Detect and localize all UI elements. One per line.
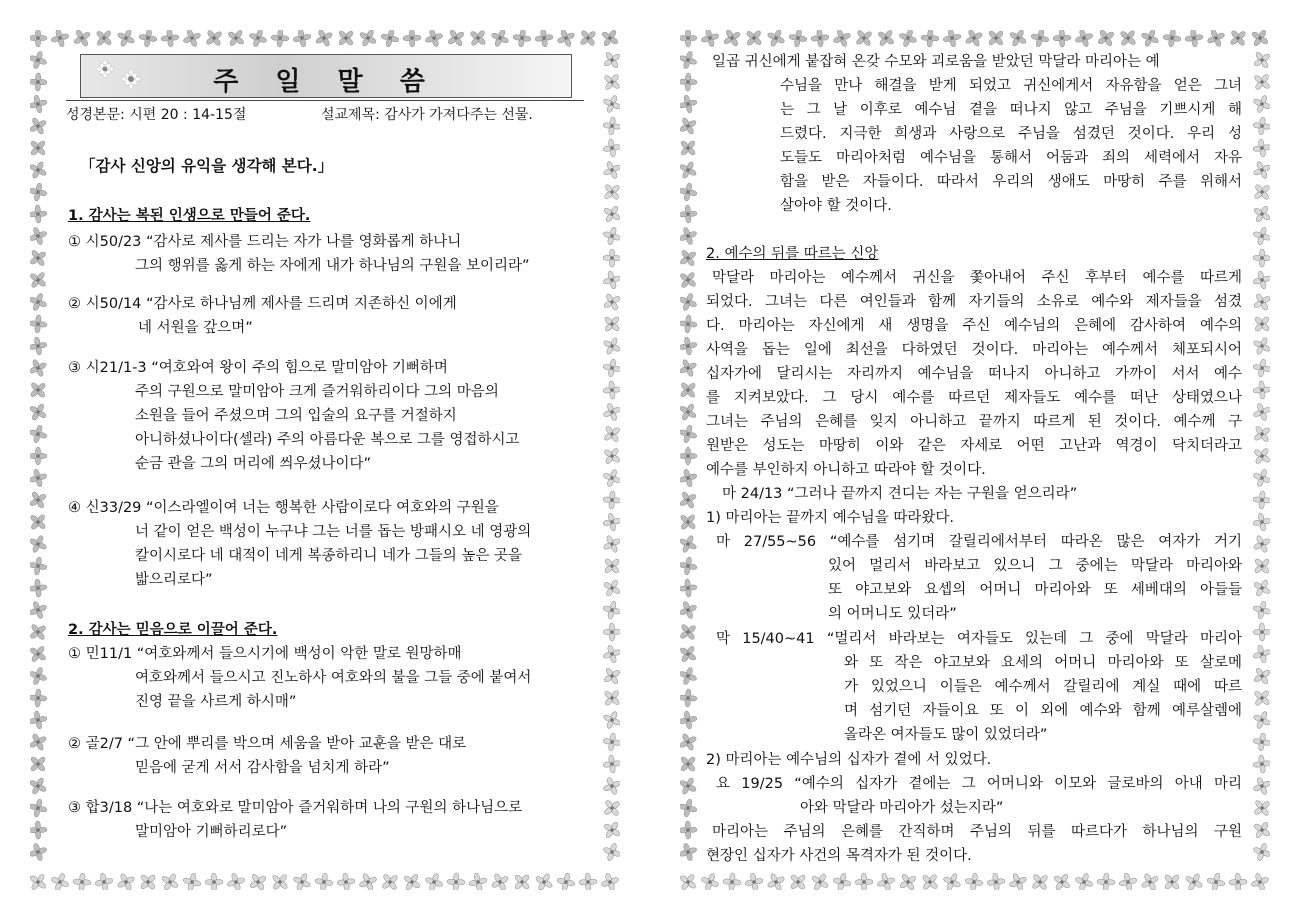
paragraph-line: 사역을 돕는 일에 최선을 다하였던 것이다. 마리아는 예수께서 체포되시어 — [706, 342, 1242, 358]
verse-line: 칼이시로다 네 대적이 네게 복종하리니 네가 그들의 높은 곳을 — [135, 548, 523, 564]
verse-line: ③ 시21/1-3 “여호와여 왕이 주의 힘으로 말미암아 기뻐하며 — [68, 360, 448, 376]
verse-line: 아니하셨나이다(셀라) 주의 아름다운 복으로 그를 영접하시고 — [135, 432, 520, 448]
verse-line: 마 24/13 “그러나 끝까지 견디는 자는 구원을 얻으리라” — [722, 486, 1078, 502]
paragraph-line: 드렸다. 지극한 희생과 사랑으로 주님을 섬겼던 것이다. 우리 성 — [780, 126, 1242, 142]
verse-line: 의 어머니도 있더라” — [828, 606, 957, 622]
verse-line: 그의 행위를 옳게 하는 자에게 내가 하나님의 구원을 보이리라” — [135, 258, 530, 274]
paragraph-line: 살아야 할 것이다. — [780, 198, 892, 214]
paragraph-line: 막달라 마리아는 예수께서 귀신을 쫓아내어 주신 후부터 예수를 따르게 — [712, 270, 1242, 286]
sermon-title: 설교제목: 감사가 가져다주는 선물. — [321, 107, 533, 123]
verse-line: 마 27/55~56 “예수를 섬기며 갈릴리에서부터 따라온 많은 여자가 거기 — [716, 534, 1242, 550]
paragraph-line: 일곱 귀신에게 붙잡혀 온갖 수모와 괴로움을 받았던 막달라 마리아는 예 — [712, 54, 1160, 70]
paragraph-line: 예수를 부인하지 아니하고 따라야 할 것이다. — [706, 462, 986, 478]
verse-line: 또 야고보와 요셉의 어머니 마리아와 또 세베대의 아들들 — [828, 582, 1242, 598]
point-heading: 2) 마리아는 예수님의 십자가 곁에 서 있었다. — [706, 752, 992, 768]
divider — [66, 100, 584, 101]
section-heading: 1. 감사는 복된 인생으로 만들어 준다. — [68, 208, 311, 224]
verse-line: ② 골2/7 “그 안에 뿌리를 박으며 세움을 받아 교훈을 받은 대로 — [68, 736, 467, 752]
verse-line: 순금 관을 그의 머리에 씌우셨나이다” — [135, 456, 372, 472]
paragraph-line: 는 그 날 이후로 예수님 곁을 떠나지 않고 주님을 기쁘시게 해 — [780, 102, 1242, 118]
paragraph-line: 다. 마리아는 자신에게 새 생명을 주신 예수님의 은혜에 감사하여 예수의 — [706, 318, 1242, 334]
verse-line: 소원을 들어 주셨으며 그의 입술의 요구를 거절하지 — [135, 408, 457, 424]
paragraph-line: 되었다. 그녀는 다른 여인들과 함께 자기들의 소유로 예수와 제자들을 섬겼 — [706, 294, 1242, 310]
verse-line: ④ 신33/29 “이스라엘이여 너는 행복한 사람이로다 여호와의 구원을 — [68, 500, 499, 516]
section-heading: 2. 감사는 믿음으로 이끌어 준다. — [68, 622, 278, 638]
point-heading: 1) 마리아는 끝까지 예수님을 따라왔다. — [706, 510, 955, 526]
verse-line: 주의 구원으로 말미암아 크게 즐거워하리이다 그의 마음의 — [135, 384, 499, 400]
verse-line: 진영 끝을 사르게 하시매” — [135, 694, 297, 710]
verse-line: ① 민11/1 “여호와께서 들으시기에 백성이 악한 말로 원망하매 — [68, 646, 462, 662]
paragraph-line: 현장인 십자가 사건의 목격자가 된 것이다. — [706, 848, 972, 864]
verse-line: 요 19/25 “예수의 십자가 곁에는 그 어머니와 이모와 글로바의 아내 마리 — [716, 776, 1242, 792]
verse-line: ③ 합3/18 “나는 여호와로 말미암아 즐거워하며 나의 구원의 하나님으로 — [68, 800, 523, 816]
paragraph-line: 원받은 성도는 마땅히 이와 같은 자세로 어떤 고난과 역경이 닥치더라고 — [706, 438, 1242, 454]
right-page — [680, 30, 1270, 890]
verse-line: 막 15/40~41 “멀리서 바라보는 여자들도 있는데 그 중에 막달라 마리아 — [716, 631, 1242, 647]
theme: 「감사 신앙의 유익을 생각해 본다.」 — [80, 157, 334, 175]
verse-line: ① 시50/23 “감사로 제사를 드리는 자가 나를 영화롭게 하나니 — [68, 234, 462, 250]
section-heading: 2. 예수의 뒤를 따르는 신앙 — [706, 246, 879, 262]
title-banner — [80, 54, 572, 98]
verse-line: 있어 멀리서 바라보고 있으니 그 중에는 막달라 마리아와 — [828, 558, 1242, 574]
paragraph-line: 그녀는 주님의 은혜를 잊지 아니하고 끝까지 따르게 된 것이다. 예수께 구 — [706, 414, 1242, 430]
verse-line: 네 서원을 갚으며” — [138, 320, 253, 336]
paragraph-line: 를 지켜보았다. 그 당시 예수를 따르던 제자들도 예수를 떠난 상태였으나 — [706, 390, 1242, 406]
paragraph-line: 마리아는 주님의 은혜를 간직하며 주님의 뒤를 따르다가 하나님의 구원 — [712, 824, 1242, 840]
verse-line: 너 같이 얻은 백성이 누구냐 그는 너를 돕는 방패시오 네 영광의 — [135, 524, 532, 540]
scripture-reference: 성경본문: 시편 20 : 14-15절 — [66, 107, 247, 123]
sermon-header — [66, 104, 584, 124]
verse-line: 아와 막달라 마리아가 섰는지라” — [800, 800, 1004, 816]
paragraph-line: 십자가에 달리시는 자리까지 예수님을 떠나지 아니하고 가까이 서서 예수 — [706, 366, 1242, 382]
paragraph-line: 도들도 마리아처럼 예수님을 통해서 어둠과 죄의 세력에서 자유 — [780, 150, 1242, 166]
paragraph-line: 함을 받은 자들이다. 따라서 우리의 생애도 마땅히 주를 위해서 — [780, 174, 1242, 190]
paragraph-line: 수님을 만나 해결을 받게 되었고 귀신에게서 자유함을 얻은 그녀 — [780, 78, 1242, 94]
verse-line: 말미암아 기뻐하리로다” — [135, 824, 288, 840]
verse-line: 밟으리로다” — [135, 572, 213, 588]
verse-line: 며 섬기던 자들이요 또 이 외에 예수와 함께 예루살렘에 — [844, 703, 1242, 719]
verse-line: 믿음에 굳게 서서 감사함을 넘치게 하라” — [135, 760, 390, 776]
verse-line: 가 있었으니 이들은 예수께서 갈릴리에 계실 때에 따르 — [844, 679, 1242, 695]
verse-line: ② 시50/14 “감사로 하나님께 제사를 드리며 지존하신 이에게 — [68, 296, 457, 312]
verse-line: 여호와께서 들으시고 진노하사 여호와의 불을 그들 중에 붙여서 — [135, 670, 532, 686]
verse-line: 올라온 여자들도 많이 있었더라” — [844, 727, 1048, 743]
left-page — [30, 30, 620, 890]
page-title: 주 일 말 씀 — [213, 67, 439, 97]
verse-line: 와 또 작은 야고보와 요세의 어머니 마리아와 또 살로메 — [844, 655, 1242, 671]
